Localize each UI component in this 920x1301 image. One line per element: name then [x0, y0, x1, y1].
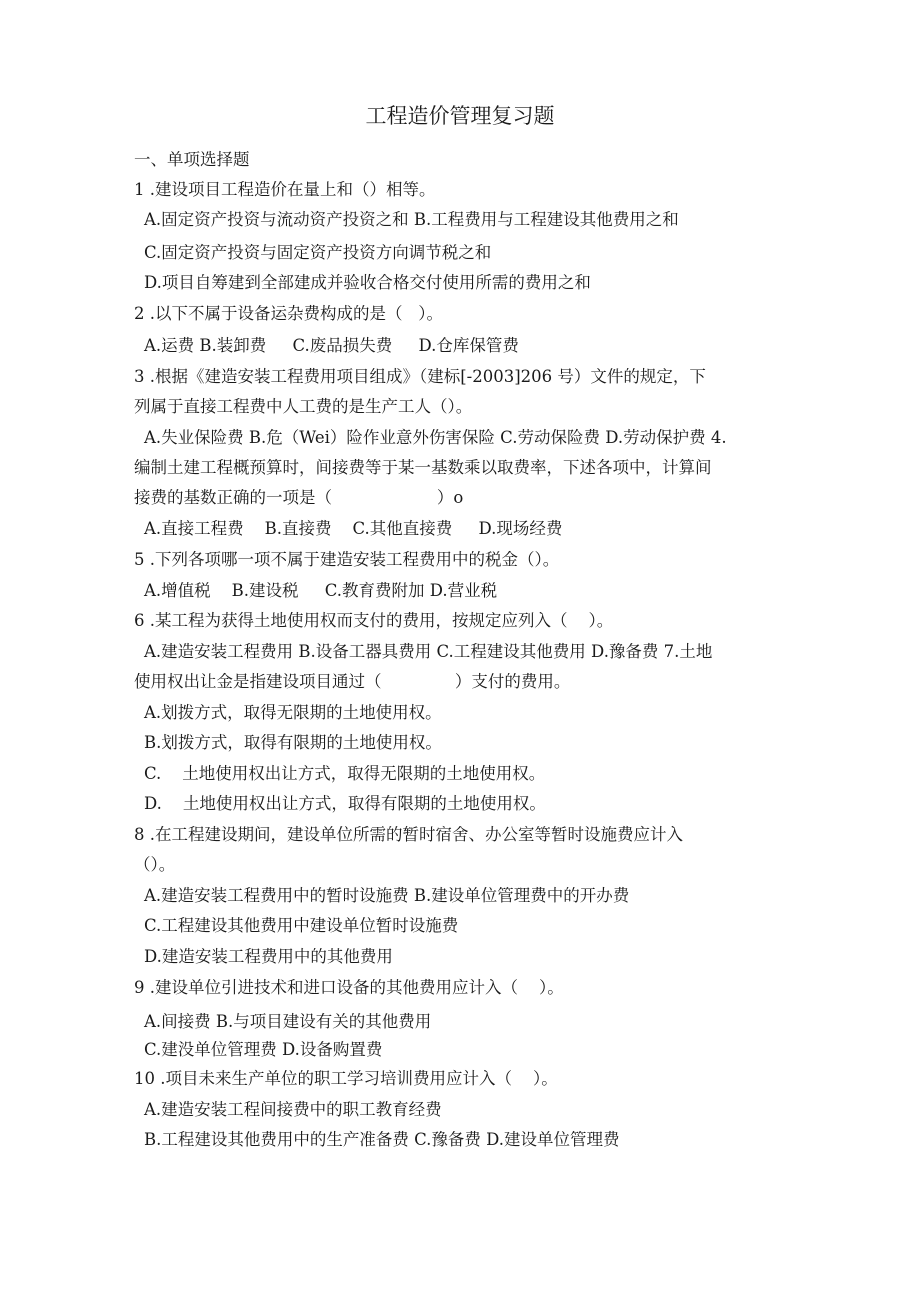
question-1: 1 .建设项目工程造价在量上和（）相等。 [134, 180, 436, 199]
question-1-option-c: C.固定资产投资与固定资产投资方向调节税之和 [144, 243, 492, 262]
question-8-option-d: D.建造安装工程费用中的其他费用 [144, 947, 393, 966]
question-9-options-ab: A.间接费 B.与项目建设有关的其他费用 [144, 1012, 432, 1031]
question-2: 2 .以下不属于设备运杂费构成的是（ ）。 [134, 304, 443, 323]
question-7-option-b: B.划拨方式，取得有限期的土地使用权。 [144, 733, 442, 752]
question-7-option-d: D. 土地使用权出让方式，取得有限期的土地使用权。 [144, 794, 546, 813]
question-10: 10 .项目未来生产单位的职工学习培训费用应计入（ ）。 [134, 1069, 558, 1088]
question-10-options-bcd: B.工程建设其他费用中的生产准备费 C.豫备费 D.建设单位管理费 [144, 1130, 620, 1149]
question-8-options-ab: A.建造安装工程费用中的暂时设施费 B.建设单位管理费中的开办费 [144, 886, 630, 905]
question-6: 6 .某工程为获得土地使用权而支付的费用，按规定应列入（ ）。 [134, 611, 614, 630]
question-5: 5 .下列各项哪一项不属于建造安装工程费用中的税金（）。 [134, 550, 560, 569]
question-1-option-d: D.项目自筹建到全部建成并验收合格交付使用所需的费用之和 [144, 273, 591, 292]
question-4-end: 接费的基数正确的一项是（ ）o [134, 488, 464, 507]
question-1-options-ab: A.固定资产投资与流动资产投资之和 B.工程费用与工程建设其他费用之和 [144, 210, 679, 229]
question-8: 8 .在工程建设期间，建设单位所需的暂时宿舍、办公室等暂时设施费应计入 [134, 825, 683, 844]
question-2-options: A.运费 B.装卸费 C.废品损失费 D.仓库保管费 [144, 336, 519, 355]
question-8-option-c: C.工程建设其他费用中建设单位暂时设施费 [144, 916, 459, 935]
document-title: 工程造价管理复习题 [365, 104, 555, 128]
question-3: 3 .根据《建造安装工程费用项目组成》（建标[-2003]206 号）文件的规定，下 [134, 367, 706, 386]
question-4-options: A.直接工程费 B.直接费 C.其他直接费 D.现场经费 [144, 519, 563, 538]
question-5-options: A.增值税 B.建设税 C.教育费附加 D.营业税 [144, 581, 498, 600]
question-9: 9 .建设单位引进技术和进口设备的其他费用应计入（ ）。 [134, 978, 564, 997]
question-7-option-a: A.划拨方式，取得无限期的土地使用权。 [144, 703, 442, 722]
question-9-options-cd: C.建没单位管理费 D.设备购置费 [144, 1040, 383, 1059]
question-8-continued: （）。 [134, 855, 176, 874]
question-4-continued: 编制土建工程概预算时，间接费等于某一基数乘以取费率，下述各项中，计算间 [134, 458, 712, 477]
question-3-options-question-4: A.失业保险费 B.危（Wei）险作业意外伤害保险 C.劳动保险费 D.劳动保护费 4. [144, 428, 727, 447]
question-7-option-c: C. 土地使用权出让方式，取得无限期的土地使用权。 [144, 764, 546, 783]
section-heading: 一、单项选择题 [134, 150, 250, 169]
question-3-continued: 列属于直接工程费中人工费的是生产工人（）。 [134, 397, 473, 416]
question-7-continued: 使用权出让金是指建设项目通过（ ）支付的费用。 [134, 672, 571, 691]
question-6-options-question-7: A.建造安装工程费用 B.设备工器具费用 C.工程建设其他费用 D.豫备费 7.土地 [144, 642, 713, 661]
question-10-option-a: A.建造安装工程间接费中的职工教育经费 [144, 1100, 442, 1119]
